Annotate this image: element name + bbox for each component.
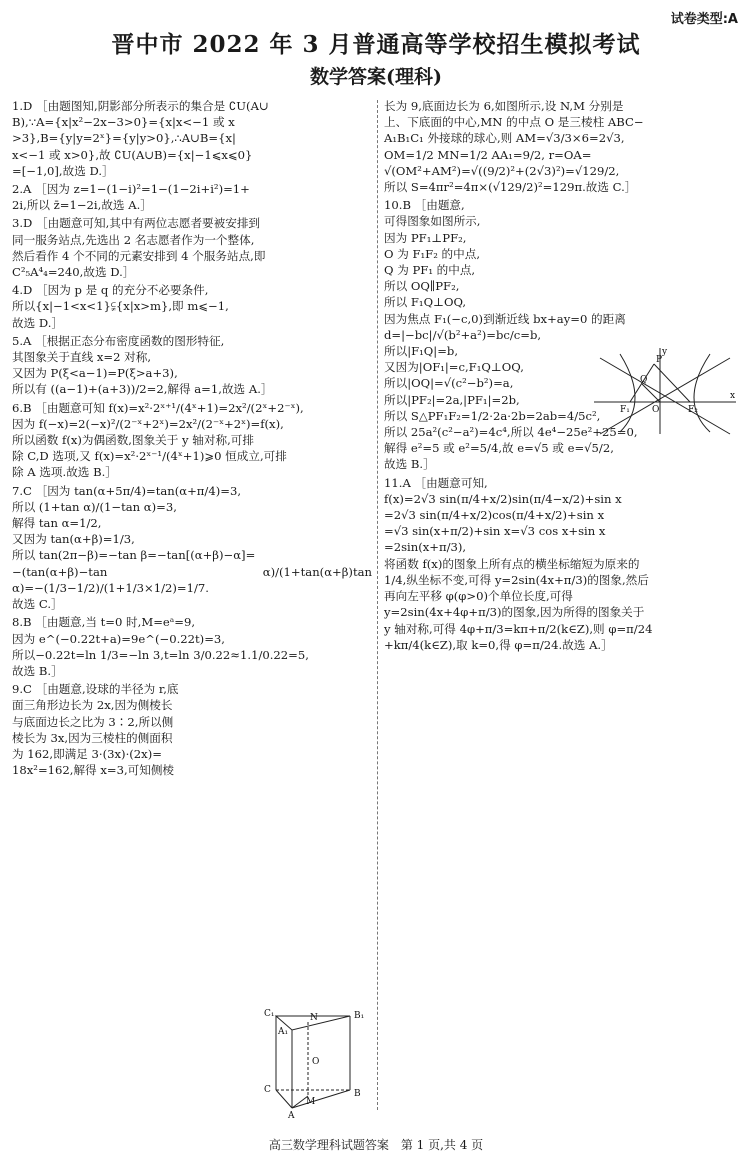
prism-label: B₁ [354, 1011, 365, 1021]
answer-line: d=|−bc|/√(b²+a²)=bc/c=b, [384, 327, 542, 342]
answer-line: 长为 9,底面边长为 6,如图所示,设 N,M 分别是 [384, 99, 624, 113]
prism-label: B [354, 1089, 361, 1099]
prism-label: C [264, 1085, 271, 1095]
answer-line: C²₅A⁴₄=240,故选 D.］ [12, 265, 135, 280]
answer-line: 可得图象如图所示, [384, 214, 481, 229]
answer-line: 1/4,纵坐标不变,可得 y=2sin(4x+π/3)的图象,然后 [384, 572, 649, 587]
answer-line: 所以 S△PF₁F₂=1/2·2a·2b=2ab=4/5c², [384, 408, 601, 423]
answer-line: 7.C ［因为 tan(α+5π/4)=tan(α+π/4)=3, [12, 483, 242, 498]
answer-line: 所以 25a²(c²−a²)=4c⁴,所以 4e⁴−25e²+25=0, [384, 425, 638, 440]
answer-line: 10.B ［由题意, [384, 198, 465, 213]
paper-type-label: 试卷类型:A [670, 12, 738, 27]
answer-q8 [12, 614, 372, 679]
answer-line: 其图象关于直线 x=2 对称, [12, 350, 152, 365]
answer-line: 1.D ［由题图知,阴影部分所表示的集合是 ∁U(A∪ [12, 99, 269, 113]
answer-line: 故选 B.］ [12, 663, 63, 678]
answer-line: 所以 tan(2π−β)=−tan β=−tan[(α+β)−α]= [12, 548, 256, 563]
answer-line: 所以函数 f(x)为偶函数,图象关于 y 轴对称,可排 [12, 433, 254, 448]
answer-line: OM=1/2 MN=1/2 AA₁=9/2, r=OA= [384, 147, 592, 162]
prism-label: O [312, 1057, 320, 1067]
answer-line: 所以|F₁Q|=b, [384, 344, 459, 359]
answer-line: 面三角形边长为 2x,因为侧棱长 [12, 698, 173, 713]
answer-line: y=2sin(4x+4φ+π/3)的图象,因为所得的图象关于 [384, 605, 645, 620]
answer-q9 [12, 681, 258, 778]
prism-label: C₁ [264, 1009, 275, 1019]
answer-line: 再向左平移 φ(φ>0)个单位长度,可得 [384, 589, 573, 604]
answer-line: 故选 D.］ [12, 315, 64, 330]
answer-line: 2.A ［因为 z=1−(1−i)²=1−(1−2i+i²)=1+ [12, 182, 250, 197]
answer-line: B),∵A={x|x²−2x−3>0}={x|x<−1 或 x [12, 115, 235, 130]
hyperbola-label: Q [640, 375, 648, 385]
answer-line: 所以 F₁Q⊥OQ, [384, 295, 467, 310]
answer-line: 除 C,D 选项,又 f(x)=x²·2ˣ⁻¹/(4ˣ+1)⩾0 恒成立,可排 [12, 449, 287, 464]
hyperbola-label: P [656, 355, 663, 365]
answer-line: 同一服务站点,先选出 2 名志愿者作为一个整体, [12, 232, 255, 247]
answer-line: 18x²=162,解得 x=3,可知侧棱 [12, 763, 175, 778]
answer-line: f(x)=2√3 sin(π/4+x/2)sin(π/4−x/2)+sin x [384, 491, 622, 506]
answer-line: 将函数 f(x)的图象上所有点的横坐标缩短为原来的 [384, 556, 640, 571]
answer-line: 2i,所以 z̄=1−2i,故选 A.］ [12, 198, 152, 213]
answer-q9b [384, 98, 742, 195]
hyperbola-label: F₂ [688, 405, 698, 415]
hyperbola-label: y [662, 347, 668, 357]
answer-line: y 轴对称,可得 4φ+π/3=kπ+π/2(k∈Z),则 φ=π/24 [384, 621, 653, 636]
answer-line: 故选 B.］ [384, 457, 435, 472]
page-title: 晋中市 2022 年 3 月普通高等学校招生模拟考试 [111, 31, 641, 58]
answer-line: 所以{x|−1<x<1}⫋{x|x>m},即 m⩽−1, [12, 299, 229, 314]
answer-line: 9.C ［由题意,设球的半径为 r,底 [12, 682, 179, 697]
answer-line: 6.B ［由题意可知 f(x)=x²·2ˣ⁺¹/(4ˣ+1)=2x²/(2ˣ+2⁻ˣ), [12, 400, 304, 415]
answer-line: Q 为 PF₁ 的中点, [384, 263, 476, 278]
left-column [12, 98, 372, 780]
answer-line: 所以有 ((a−1)+(a+3))/2=2,解得 a=1,故选 A.］ [12, 382, 273, 397]
answer-line: 5.A ［根据正态分布密度函数的图形特征, [12, 333, 225, 348]
answer-q5 [12, 333, 372, 398]
answer-line: x<−1 或 x>0},故 ∁U(A∪B)={x|−1⩽x⩽0} [12, 147, 253, 162]
answer-line: 与底面边长之比为 3∶2,所以侧 [12, 714, 174, 729]
answer-line: 所以|PF₂|=2a,|PF₁|=2b, [384, 392, 520, 407]
answer-line: 故选 C.］ [12, 597, 63, 612]
prism-label: A₁ [278, 1027, 289, 1037]
answer-line: 因为焦点 F₁(−c,0)到渐近线 bx+ay=0 的距离 [384, 311, 626, 326]
answer-line: =2sin(x+π/3), [384, 540, 467, 555]
column-divider [377, 100, 378, 1110]
answer-line: 上、下底面的中心,MN 的中点 O 是三棱柱 ABC− [384, 115, 644, 130]
answer-line: 4.D ［因为 p 是 q 的充分不必要条件, [12, 283, 209, 298]
answer-line: >3},B={y|y=2ˣ}={y|y>0},∴A∪B={x| [12, 131, 236, 146]
prism-label: N [310, 1013, 318, 1023]
answer-line: −(tan(α+β)−tan α)/(1+tan(α+β)tan α)=−(1/3−1/2)/(1+1/3×1/2)=1/7. [12, 564, 372, 595]
answer-line: 因为 PF₁⊥PF₂, [384, 230, 467, 245]
answer-line: 因为 e^(−0.22t+a)=9e^(−0.22t)=3, [12, 631, 225, 646]
page-footer: 高三数学理科试题答案 第 1 页,共 4 页 [268, 1138, 484, 1152]
answer-q6 [12, 400, 372, 481]
answer-line: 又因为|OF₁|=c,F₁Q⊥OQ, [384, 360, 524, 375]
answer-line: 所以 OQ∥PF₂, [384, 279, 460, 294]
answer-line: 所以−0.22t=ln 1/3=−ln 3,t=ln 3/0.22≈1.1/0.22=5, [12, 647, 309, 662]
answer-line: 所以|OQ|=√(c²−b²)=a, [384, 376, 514, 391]
answer-line: 解得 e²=5 或 e²=5/4,故 e=√5 或 e=√5/2, [384, 441, 614, 456]
answer-line: =[−1,0],故选 D.］ [12, 163, 114, 178]
prism-label: M [306, 1097, 316, 1107]
answer-line: 然后看作 4 个不同的元素安排到 4 个服务站点,即 [12, 248, 266, 263]
answer-q4 [12, 282, 372, 331]
hyperbola-figure [590, 344, 740, 436]
answer-line: 又因为 P(ξ<a−1)=P(ξ>a+3), [12, 366, 178, 381]
hyperbola-label: F₁ [620, 405, 630, 415]
answer-q3 [12, 215, 372, 280]
answer-line: =2√3 sin(π/4+x/2)cos(π/4+x/2)+sin x [384, 508, 605, 523]
answer-line: =√3 sin(x+π/2)+sin x=√3 cos x+sin x [384, 524, 606, 539]
prism-figure [262, 1008, 370, 1118]
answer-line: +kπ/4(k∈Z),取 k=0,得 φ=π/24.故选 A.］ [384, 637, 613, 652]
answer-line: 8.B ［由题意,当 t=0 时,M=eᵃ=9, [12, 615, 196, 630]
answer-line: O 为 F₁F₂ 的中点, [384, 246, 481, 261]
answer-line: √(OM²+AM²)=√((9/2)²+(2√3)²)=√129/2, [384, 163, 620, 178]
answer-line: 为 162,即满足 3·(3x)·(2x)= [12, 746, 162, 761]
answer-q7 [12, 483, 372, 613]
answer-line: 除 A 选项.故选 B.］ [12, 465, 117, 480]
answer-q11 [384, 475, 742, 653]
answer-line: 因为 f(−x)=2(−x)²/(2⁻ˣ+2ˣ)=2x²/(2⁻ˣ+2ˣ)=f(x), [12, 416, 284, 431]
answer-line: A₁B₁C₁ 外接球的球心,则 AM=√3/3×6=2√3, [384, 131, 625, 146]
answer-q1 [12, 98, 372, 179]
answer-line: 棱长为 3x,因为三棱柱的侧面积 [12, 730, 173, 745]
answer-line: 解得 tan α=1/2, [12, 516, 102, 531]
prism-label: A [288, 1111, 295, 1118]
answer-line: 所以 (1+tan α)/(1−tan α)=3, [12, 499, 177, 514]
answer-line: 11.A ［由题意可知, [384, 475, 488, 490]
answer-q2 [12, 181, 372, 213]
answer-line: 3.D ［由题意可知,其中有两位志愿者要被安排到 [12, 216, 261, 231]
hyperbola-label: O [652, 405, 660, 415]
answer-line: 又因为 tan(α+β)=1/3, [12, 532, 135, 547]
answer-line: 所以 S=4πr²=4π×(√129/2)²=129π.故选 C.］ [384, 180, 637, 195]
page-subtitle: 数学答案(理科) [310, 66, 442, 88]
hyperbola-label: x [730, 391, 736, 401]
